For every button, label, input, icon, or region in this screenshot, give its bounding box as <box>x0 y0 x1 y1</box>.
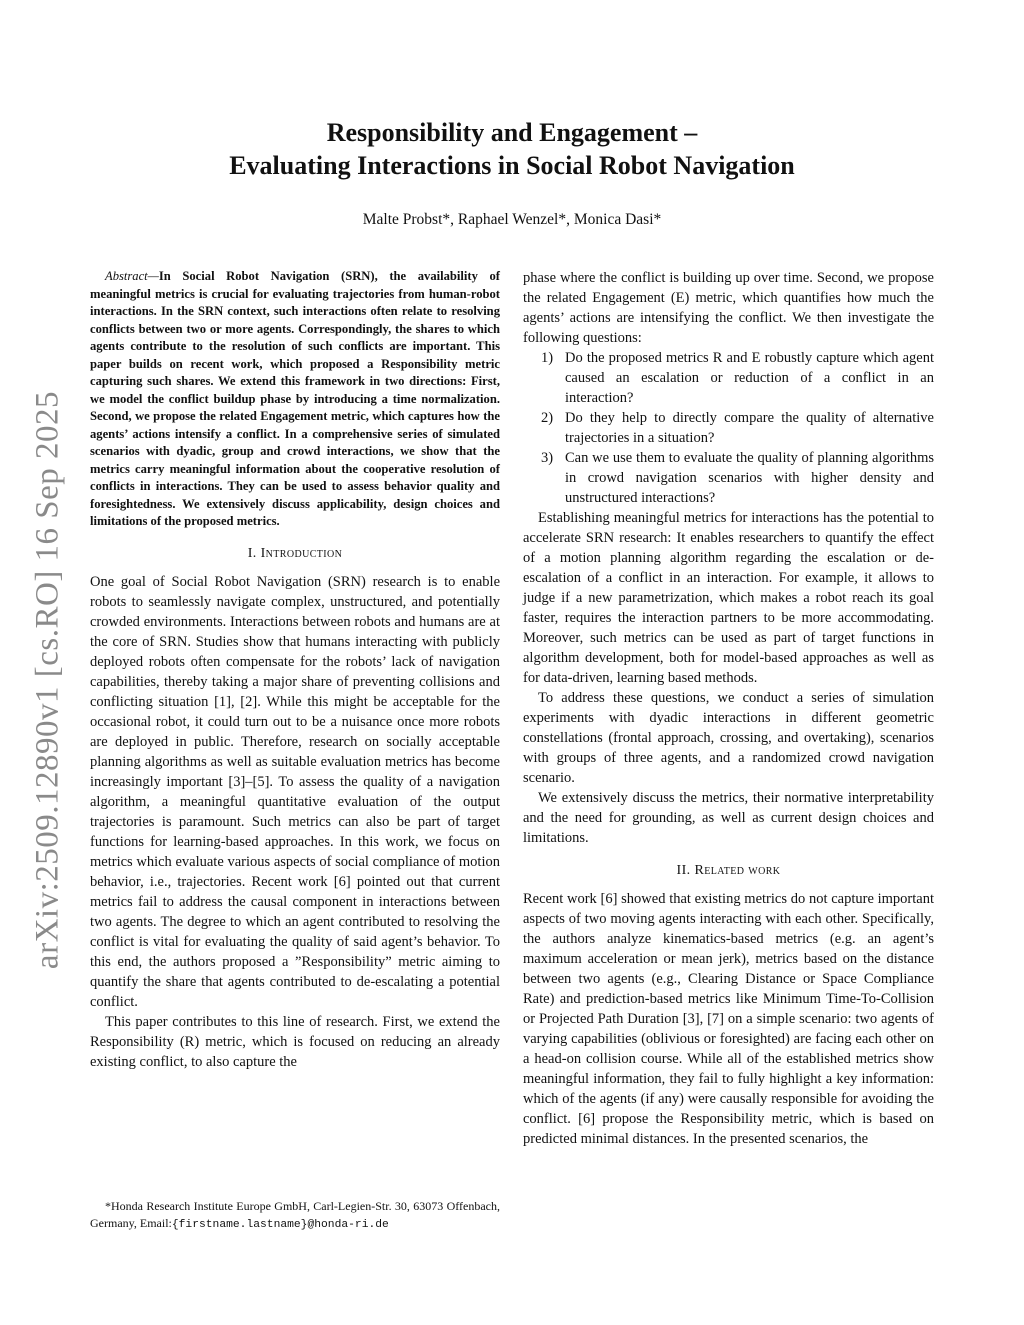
list-item-number: 1) <box>541 350 554 366</box>
arxiv-sidebar <box>26 380 70 980</box>
intro-paragraph-2: This paper contributes to this line of research. First, we extend the Responsibility (R) metric, which is focused on reducing an already existing conflict, to also capture the <box>90 1013 500 1070</box>
list-item-number: 2) <box>541 410 554 426</box>
research-questions-list <box>523 348 934 508</box>
intro-paragraph-4: Establishing meaningful metrics for interactions has the potential to accelerate SRN research: It enables researchers to quantify the effect of a motion planning algorithm regarding the escalation or de-escalation of a conflict in an interaction. For example, it allows to judge if a new parametrization, which makes a robot reach its goal faster, requires the interaction partners to be more accommodating. Moreover, such metrics can be used as part of target functions in algorithm development, both for model-based approaches as well as for data-driven, learning based methods. <box>523 510 934 686</box>
footnote-affiliation: *Honda Research Institute Europe GmbH, Carl-Legien-Str. 30, 63073 Offenbach, Germany, Email: <box>90 1199 500 1230</box>
list-item-text: Can we use them to evaluate the quality of planning algorithms in crowd navigation scenarios with higher density and unstructured interactions? <box>565 450 934 506</box>
title-line-2: Evaluating Interactions in Social Robot Navigation <box>229 151 795 180</box>
right-column <box>523 268 934 1149</box>
intro-paragraph-3: phase where the conflict is building up over time. Second, we propose the related Engagement (E) metric, which quantifies how much the agents’ actions are intensifying the conflict. We then investigate the following questions: <box>523 270 934 346</box>
related-work-paragraph-1: Recent work [6] showed that existing metrics do not capture important aspects of two moving agents interacting with each other. Specifically, the authors analyze kinematics-based metrics (e.g. an agent’s maximum acceleration or mean jerk), metrics based on the distance between two agents (e.g., Clearing Distance or Space Compliance Rate) and prediction-based metrics like Minimum Time-To-Collision or Projected Path Duration [3], [7] on a simple scenario: two agents of varying capabilities (oblivious or foresighted) are facing each other on a head-on collision course. While all of the established metrics show meaningful information, they fail to fully highlight a key information: which of the agents (if any) were causally responsible for avoiding the conflict. [6] propose the Responsibility metric, which is based on predicted minimal distances. In the presented scenarios, the <box>523 891 934 1147</box>
arxiv-identifier: arXiv:2509.12890v1 [cs.RO] 16 Sep 2025 <box>29 390 66 970</box>
title-line-1: Responsibility and Engagement – <box>326 118 698 147</box>
abstract-lead: Abstract— <box>105 269 159 283</box>
list-item <box>523 408 934 448</box>
author-list: Malte Probst*, Raphael Wenzel*, Monica Dasi* <box>362 211 662 228</box>
list-item <box>523 448 934 508</box>
section-heading-introduction: I. Introduction <box>247 545 343 561</box>
abstract-text: In Social Robot Navigation (SRN), the availability of meaningful metrics is crucial for evaluating trajectories from human-robot interactions. In the SRN context, such interactions often relate to resolving conflicts between two or more agents. Correspondingly, the shares to which agents contribute to the resolution of such conflicts are important. This paper builds on recent work, which proposed a Responsibility metric capturing such shares. We extend this framework in two directions: First, we model the conflict buildup phase by introducing a time normalization. Second, we propose the related Engagement metric, which captures how the agents’ actions intensify a conflict. In a comprehensive series of simulated scenarios with dyadic, group and crowd interactions, we show that the metrics carry meaningful information about the cooperative resolution of conflicts in interactions. They can be used to assess behavior quality and foresightedness. We extensively discuss applicability, design choices and limitations of the proposed metrics. <box>90 269 500 528</box>
list-item-number: 3) <box>541 450 554 466</box>
left-column <box>90 268 500 1072</box>
abstract <box>90 268 500 531</box>
intro-paragraph-6: We extensively discuss the metrics, their normative interpretability and the need for grounding, as well as current design choices and limitations. <box>523 790 934 846</box>
section-heading-related-work: II. Related work <box>676 863 781 878</box>
affiliation-footnote <box>90 1198 500 1234</box>
list-item <box>523 348 934 408</box>
footnote-email: {firstname.lastname}@honda-ri.de <box>171 1219 389 1231</box>
intro-paragraph-1: One goal of Social Robot Navigation (SRN) research is to enable robots to seamlessly navigate complex, unstructured, and potentially crowded environments. Interactions between robots and humans are at the core of SRN. Studies show that humans interacting with publicly deployed robots often compensate for the robots’ lack of navigation capabilities, thereby taking a major share of preventing collisions and conflicting situation [1], [2]. While this might be acceptable for the occasional robot, it could turn out to be a nuisance once more robots are deployed in public. Therefore, research on socially acceptable planning algorithms as well as suitable evaluation metrics has become increasingly important [3]–[5]. To assess the quality of a navigation algorithm, a meaningful quantitative evaluation of the output trajectories is paramount. Such metrics can also be part of target functions for learning-based approaches. In this work, we focus on metrics which evaluate various aspects of social compliance of motion behavior, i.e., trajectories. Recent work [6] pointed out that current metrics fail to address the causal component in interactions between two agents. The degree to which an agent contributed to resolving the conflict is vital for evaluating the quality of said agent’s behavior. To this end, the authors proposed a ”Responsibility” metric aiming to quantify the share that agents contributed to de-escalating a potential conflict. <box>90 573 500 1010</box>
paper-title <box>112 116 912 182</box>
intro-paragraph-5: To address these questions, we conduct a series of simulation experiments with dyadic interactions in different geometric constellations (frontal approach, crossing, and overtaking), scenarios with groups of three agents, and a randomized crowd navigation scenario. <box>523 690 934 786</box>
list-item-text: Do the proposed metrics R and E robustly capture which agent caused an escalation or reduction of a conflict in an interaction? <box>565 350 934 406</box>
list-item-text: Do they help to directly compare the quality of alternative trajectories in a situation? <box>565 410 934 446</box>
